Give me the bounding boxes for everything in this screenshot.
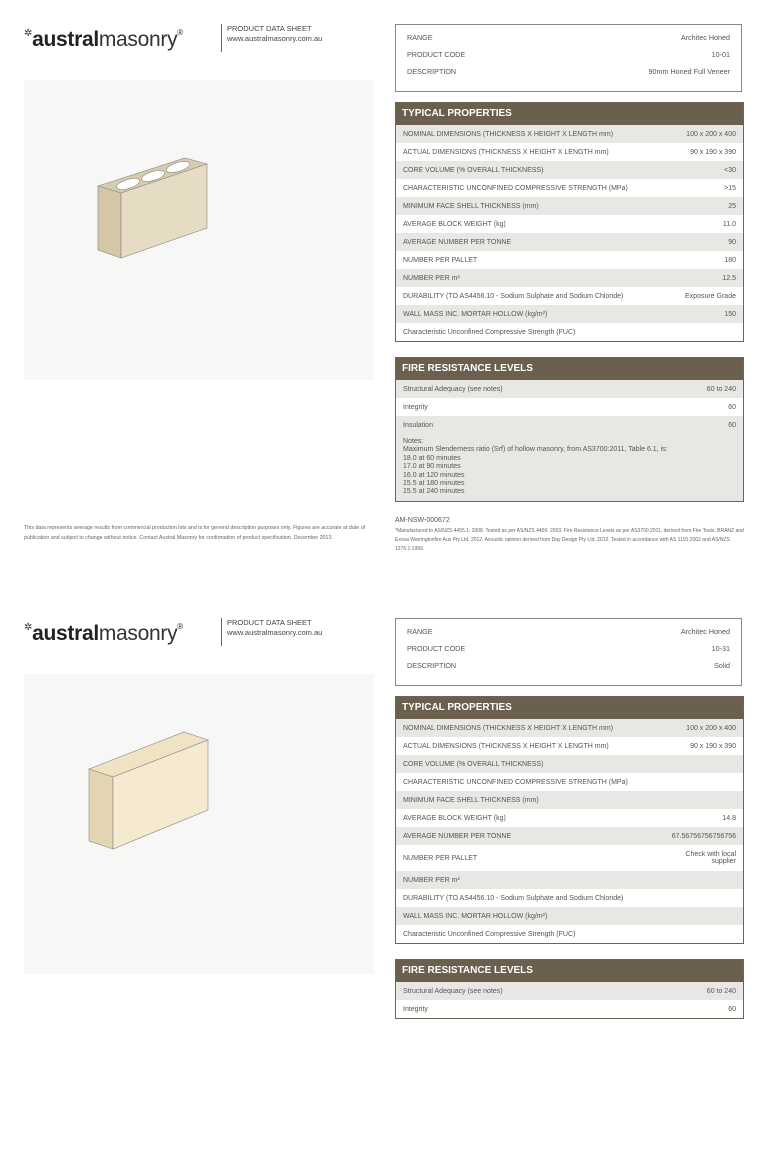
- table-row: Structural Adequacy (see notes) 60 to 240: [396, 982, 743, 1000]
- info-row-description: DESCRIPTION 90mm Honed Full Veneer: [407, 67, 730, 76]
- header-title: PRODUCT DATA SHEET: [227, 24, 312, 33]
- table-row: Characteristic Unconfined Compressive Strength (FUC): [403, 328, 576, 336]
- table-row: AVERAGE NUMBER PER TONNE 90: [396, 233, 743, 251]
- table-row: CHARACTERISTIC UNCONFINED COMPRESSIVE STRENGTH (MPa) >15: [403, 184, 736, 192]
- table-row: AVERAGE NUMBER PER TONNE 67.56756756756756: [396, 827, 743, 845]
- fire-resistance-rows: [396, 982, 743, 1018]
- table-row: NUMBER PER PALLET 180: [403, 256, 736, 264]
- info-row-product-code: PRODUCT CODE 10-01: [407, 50, 730, 59]
- typical-properties-title: TYPICAL PROPERTIES: [396, 697, 743, 719]
- header-url: www.australmasonry.com.au: [227, 33, 323, 43]
- fire-resistance-rows: [396, 380, 743, 434]
- table-row: NOMINAL DIMENSIONS (THICKNESS X HEIGHT X LENGTH mm) 100 x 200 x 400: [396, 125, 743, 143]
- table-row: DURABILITY (TO AS4456.10 - Sodium Sulphate and Sodium Chloride): [403, 894, 624, 902]
- info-row-range: RANGE Architec Honed: [407, 627, 730, 636]
- product-image: [24, 80, 374, 380]
- typical-properties-title: TYPICAL PROPERTIES: [396, 103, 743, 125]
- fire-resistance-table: [395, 357, 744, 502]
- table-row: MINIMUM FACE SHELL THICKNESS (mm): [396, 791, 743, 809]
- table-row: CORE VOLUME (% OVERALL THICKNESS) <30: [396, 161, 743, 179]
- table-row: WALL MASS INC. MORTAR HOLLOW (kg/m²) 150: [396, 305, 743, 323]
- footnote-standards: *Manufactured to AS/NZS 4455.1: 2008. Tested as per AS/NZS 4456: 2003. Fire Resistance Levels as per AS3700:2011, derived from Fire Tests, BRANZ and Exova Warringtonfire Aus Pty Ltd, 2012. Acoustic opinion derived from Day Design Pty Ltd, 2012. Tested in accordance with AS 1191:2002 and AS/NZS 1276.1:1999.: [395, 528, 744, 552]
- sheet-header: [221, 24, 322, 52]
- fire-resistance-title: FIRE RESISTANCE LEVELS: [396, 358, 743, 380]
- table-row: DURABILITY (TO AS4456.10 - Sodium Sulphate and Sodium Chloride) Exposure Grade: [403, 292, 736, 300]
- table-row: Integrity 60: [403, 403, 736, 411]
- logo-mark-icon: ✲: [24, 622, 33, 633]
- table-row: NUMBER PER m² 12.5: [396, 269, 743, 287]
- product-sheet-1: [0, 0, 768, 580]
- typical-properties-table: [395, 696, 744, 944]
- table-row: ACTUAL DIMENSIONS (THICKNESS X HEIGHT X LENGTH mm) 90 x 190 x 390: [403, 148, 736, 156]
- table-row: WALL MASS INC. MORTAR HOLLOW (kg/m²): [396, 907, 743, 925]
- sheet-header: [221, 618, 322, 646]
- fire-notes: Notes: Maximum Slenderness ratio (Srf) of hollow masonry, from AS3700:2011, Table 6.1, is: 18.0 at 60 minutes 17.0 at 90 minutes 16.0 at 120 minutes 15.5 at 180 minutes 15.5 at 240 minutes: [396, 434, 743, 501]
- table-row: Integrity 60: [403, 1005, 736, 1013]
- table-row: CORE VOLUME (% OVERALL THICKNESS): [396, 755, 743, 773]
- logo-mark-icon: ✲: [24, 28, 33, 39]
- hollow-block-image: [24, 80, 374, 380]
- fire-resistance-table: [395, 959, 744, 1019]
- table-row: AVERAGE BLOCK WEIGHT (kg) 11.0: [403, 220, 736, 228]
- table-row: Insulation 60: [396, 416, 743, 434]
- table-row: NUMBER PER PALLET Check with local supplier: [403, 851, 736, 865]
- table-row: NOMINAL DIMENSIONS (THICKNESS X HEIGHT X LENGTH mm) 100 x 200 x 400: [396, 719, 743, 737]
- austral-masonry-logo: ✲australmasonry®: [24, 28, 183, 51]
- product-image: [24, 674, 374, 974]
- typical-properties-rows: [396, 125, 743, 341]
- table-row: AVERAGE BLOCK WEIGHT (kg) 14.8: [403, 814, 736, 822]
- typical-properties-table: [395, 102, 744, 342]
- fire-resistance-title: FIRE RESISTANCE LEVELS: [396, 960, 743, 982]
- table-row: ACTUAL DIMENSIONS (THICKNESS X HEIGHT X LENGTH mm) 90 x 190 x 390: [403, 742, 736, 750]
- header-url: www.australmasonry.com.au: [227, 627, 323, 637]
- austral-masonry-logo: ✲australmasonry®: [24, 622, 183, 645]
- product-sheet-2: [0, 594, 768, 1174]
- footnote-disclaimer: This data represents average results from commercial production lots and is for general description purposes only. Figures are accurate at date of publication and subject to change without notice. Contact Austral Masonry for confirmation of product specification. December 2013.: [24, 525, 366, 541]
- table-row: NUMBER PER m²: [396, 871, 743, 889]
- info-row-product-code: PRODUCT CODE 10-31: [407, 644, 730, 653]
- info-row-range: RANGE Architec Honed: [407, 33, 730, 42]
- document-code: AM-NSW-000672: [395, 517, 450, 524]
- solid-block-image: [24, 674, 374, 974]
- table-row: CHARACTERISTIC UNCONFINED COMPRESSIVE STRENGTH (MPa): [403, 778, 628, 786]
- header-title: PRODUCT DATA SHEET: [227, 618, 312, 627]
- table-row: Characteristic Unconfined Compressive Strength (FUC): [403, 930, 576, 938]
- table-row: MINIMUM FACE SHELL THICKNESS (mm) 25: [396, 197, 743, 215]
- typical-properties-rows: [396, 719, 743, 943]
- info-row-description: DESCRIPTION Solid: [407, 661, 730, 670]
- table-row: Structural Adequacy (see notes) 60 to 240: [396, 380, 743, 398]
- product-info-box: [395, 24, 742, 92]
- product-info-box: [395, 618, 742, 686]
